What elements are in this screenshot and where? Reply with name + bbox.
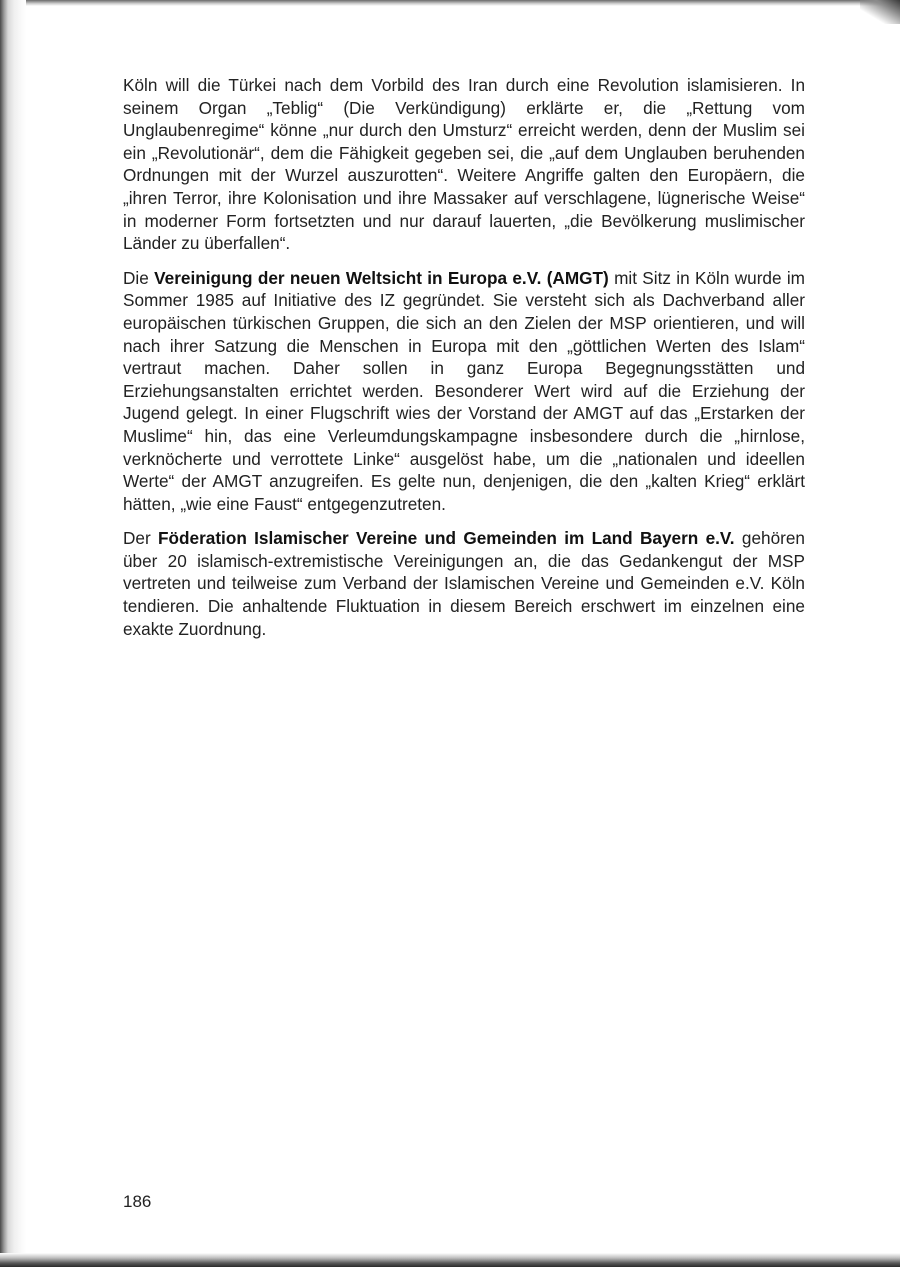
organization-name-amgt: Vereinigung der neuen Weltsicht in Europa e.V. (AMGT) <box>154 267 609 288</box>
page-bottom-shadow <box>0 1253 900 1267</box>
paragraph-2-text: mit Sitz in Köln wurde im Sommer 1985 auf Initiative des IZ gegründet. Sie versteht sich als Dachverband aller europäischen türkischen Gruppen, die sich an den Zielen der MSP orientieren, und will nach ihrer Satzung die Menschen in Europa mit den „göttlichen Werten des Islam“ vertraut machen. Daher sollen in ganz Europa Begegnungsstätten und Erziehungsanstalten errichtet werden. Besonderer Wert wird auf die Erziehung der Jugend gelegt. In einer Flugschrift wies der Vorstand der AMGT auf das „Erstarken der Muslime“ hin, das eine Verleumdungskampagne insbesondere durch die „hirnlose, verknöcherte und verrottete Linke“ ausgelöst habe, um die „nationalen und ideellen Werte“ der AMGT anzugreifen. Es gelte nun, denjenigen, die den „kalten Krieg“ erklärt hätten, „wie eine Faust“ entgegenzutreten. <box>123 267 805 514</box>
paragraph-3 <box>123 527 805 640</box>
page-corner-shadow <box>860 0 900 24</box>
page-top-shadow <box>0 0 900 6</box>
paragraph-3-lead: Der <box>123 528 159 549</box>
paragraph-1-text: Köln will die Türkei nach dem Vorbild des Iran durch eine Revolution islamisieren. In seinem Organ „Teblig“ (Die Verkündigung) erklärte er, die „Rettung vom Unglaubenregime“ könne „nur durch den Umsturz“ erreicht werden, denn der Muslim sei ein „Revolutionär“, dem die Fähigkeit gegeben sei, die „auf dem Unglauben beruhenden Ordnungen mit der Wurzel auszurotten“. Weitere Angriffe galten den Europäern, die „ihren Terror, ihre Kolonisation und ihre Massaker auf verschlagene, lügnerische Weise“ in moderner Form fortsetzten und nur darauf lauerten, „die Bevölkerung muslimischer Länder zu überfallen“. <box>123 75 805 254</box>
paragraph-1 <box>123 74 805 255</box>
page-binding-shadow <box>0 0 26 1267</box>
organization-name-federation-bayern: Föderation Islamischer Vereine und Gemeinden im Land Bayern e.V. <box>158 528 735 549</box>
body-text <box>123 74 805 652</box>
page-number: 186 <box>123 1192 152 1211</box>
paragraph-3-text: gehören über 20 islamisch-extremistische Vereinigungen an, die das Gedankengut der MSP vertreten und teilweise zum Verband der Islamischen Vereine und Gemeinden e.V. Köln tendieren. Die anhaltende Fluktuation in diesem Bereich erschwert im einzelnen eine exakte Zuordnung. <box>123 528 805 639</box>
paragraph-2 <box>123 267 805 516</box>
paragraph-2-lead: Die <box>123 267 155 288</box>
